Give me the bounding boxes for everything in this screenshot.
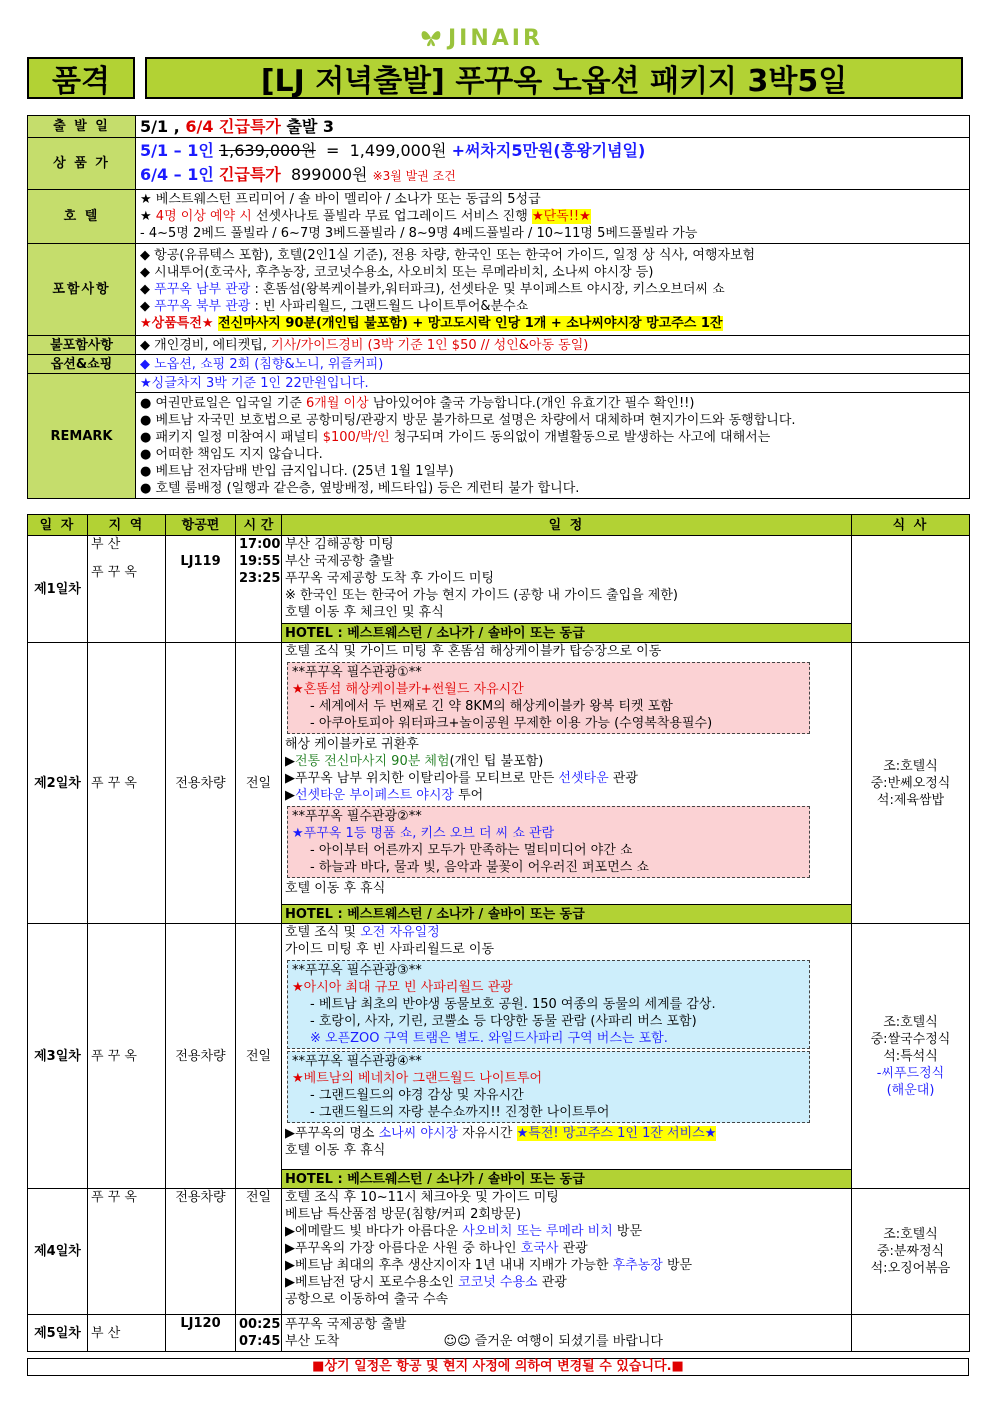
include-line-1: ◆ 항공(유류텍스 포함), 호텔(2인1실 기준), 전용 차량, 한국인 또는 한국어 가이드, 일정 상 식사, 여행자보험 <box>140 248 756 263</box>
remark-1-b: 6개월 이상 <box>306 395 369 411</box>
day2-row <box>28 643 970 905</box>
day1-line-5: 호텔 이동 후 체크인 및 휴식 <box>285 605 444 620</box>
header-plan: 일 정 <box>282 515 852 536</box>
day3-night-c: 자유시간 <box>462 1126 513 1141</box>
day3-box3-line2: - 호랑이, 사자, 기린, 코뿔소 등 다양한 동물 관람 (사파리 버스 포함) <box>310 1014 697 1029</box>
include-line-3 <box>140 281 965 298</box>
day2-time: 전일 <box>236 643 282 924</box>
include-south-tour: 푸꾸옥 남부 관광 <box>154 282 251 297</box>
day2-lunch: 중:반쎄오정식 <box>870 775 951 791</box>
day3-night-market <box>285 1125 848 1142</box>
include-label: 포함사항 <box>28 244 136 336</box>
hotel-upgrade: 선셋사나토 풀빌라 무료 업그레이드 서비스 진행 <box>255 209 528 224</box>
single-charge: ★싱글차지 3박 기준 1인 22만원입니다. <box>136 374 970 393</box>
day5-farewell: ☺☺ 즐거운 여행이 되셨기를 바랍니다 <box>443 1334 663 1349</box>
single-charge-row <box>28 374 970 393</box>
schedule-table <box>27 514 970 1352</box>
day1-label: 제1일차 <box>28 536 88 643</box>
day3-box4-line1: - 그랜드월드의 야경 감상 및 자유시간 <box>310 1088 524 1103</box>
exclude-label: 불포함사항 <box>28 336 136 355</box>
day2-box1-headline: ★혼똠섬 해상케이블카+썬월드 자유시간 <box>292 682 524 697</box>
day4-l4-a: ▶푸꾸옥의 가장 아름다운 사원 중 하나인 <box>285 1241 517 1256</box>
day4-line-3 <box>285 1223 848 1240</box>
day2-region: 푸 꾸 옥 <box>88 643 166 924</box>
schedule-header <box>28 515 970 536</box>
day2-market-name: 선셋타운 부이페스트 야시장 <box>295 788 454 803</box>
remark-3-b: $100/박/인 <box>322 429 390 445</box>
footer-notice: ■상기 일정은 항공 및 현지 사정에 의하여 변경될 수 있습니다.■ <box>27 1358 969 1376</box>
day3-end: 호텔 이동 후 휴식 <box>285 1143 386 1158</box>
day2-intro: 호텔 조식 및 가이드 미팅 후 혼똠섬 해상케이블카 탑승장으로 이동 <box>285 644 662 659</box>
include-row <box>28 244 970 336</box>
exclude-guide-fee: 기사/가이드경비 (3박 기준 1인 $50 // 성인&아동 동일) <box>271 337 589 353</box>
day2-massage <box>285 753 848 770</box>
page-title: [LJ 저녁출발] 푸꾸옥 노옵션 패키지 3박5일 <box>145 57 963 99</box>
remark-3 <box>140 429 965 446</box>
departure-date2: 6/4 <box>185 117 214 136</box>
day4-prison: 코코넛 수용소 <box>458 1275 538 1290</box>
include-bullet-4: ◆ <box>140 299 150 314</box>
day2-box2-title: **푸꾸옥 필수관광②** <box>292 809 422 824</box>
day4-region: 푸 꾸 옥 <box>88 1189 166 1315</box>
day2-market-bullet: ▶ <box>285 788 295 803</box>
day3-dinner-detail: -씨푸드정식 <box>876 1065 945 1081</box>
day2-dinner: 석:제육쌈밥 <box>876 792 945 808</box>
info-table <box>27 115 970 499</box>
include-line-4 <box>140 298 965 315</box>
day1-hotel: HOTEL : 베스트웨스턴 / 소나가 / 솔바이 또는 동급 <box>282 624 852 643</box>
day2-vehicle: 전용차량 <box>166 643 236 924</box>
include-line-2: ◆ 시내투어(호국사, 후추농장, 코코넛수용소, 사오비치 또는 루메라비치, 소나씨 야시장 등) <box>140 265 654 280</box>
jinair-logo <box>420 26 580 50</box>
day3-vehicle: 전용차량 <box>166 924 236 1189</box>
option-row <box>28 355 970 374</box>
exclude-row <box>28 336 970 355</box>
price-new: 1,499,000원 <box>349 141 447 160</box>
day2-market <box>285 787 848 804</box>
hotel-row <box>28 190 970 244</box>
day3-mango-service: ★특전! 망고주스 1인 1잔 서비스★ <box>516 1126 717 1141</box>
day4-l3-a: ▶에메랄드 빛 바다가 아름다운 <box>285 1224 459 1239</box>
day3-tour-box-3 <box>287 960 810 1049</box>
price-date-1: 5/1 – 1인 <box>140 141 214 160</box>
include-bullet-3: ◆ <box>140 282 150 297</box>
day2-massage-note: (개인 팁 불포함) <box>449 754 544 769</box>
day2-sunset <box>285 770 848 787</box>
day4-vehicle: 전용차량 <box>166 1189 236 1315</box>
hotel-star: ★ <box>140 209 152 224</box>
day3-tour-box-4 <box>287 1051 810 1123</box>
day1-line-1: 부산 김해공항 미팅 <box>285 537 394 552</box>
day5-meal <box>852 1315 970 1352</box>
day5-time-2: 07:45 <box>239 1334 281 1349</box>
day2-box1-line1: - 세계에서 두 번째로 긴 약 8KM의 해상케이블카 왕복 티켓 포함 <box>310 699 673 714</box>
day1-time-2: 19:55 <box>239 554 281 569</box>
day3-box3-title: **푸꾸옥 필수관광③** <box>292 963 422 978</box>
day3-row <box>28 924 970 1170</box>
day1-region-2: 푸 꾸 옥 <box>91 565 137 580</box>
departure-date1: 5/1 , <box>140 117 180 136</box>
day3-label: 제3일차 <box>28 924 88 1189</box>
day3-box3-line1: - 베트남 최초의 반야생 동물보호 공원. 150 여종의 동물의 세계를 감상. <box>310 997 716 1012</box>
remark-3-a: ● 패키지 일정 미참여시 패널티 <box>140 429 319 445</box>
remark-2: ● 베트남 자국민 보호법으로 공항미팅/관광지 방문 불가하므로 설명은 차량에서 대체하며 현지가이드와 동행합니다. <box>140 412 796 428</box>
remark-label: REMARK <box>28 374 136 499</box>
include-south-detail: : 혼똠섬(왕복케이블카,워터파크), 선셋타운 및 부이페스트 야시장, 키스오브더씨 쇼 <box>254 282 725 297</box>
day3-intro-1 <box>285 924 848 941</box>
day1-line-4: ※ 한국인 또는 한국어 가능 현지 가이드 (공항 내 가이드 출입을 제한) <box>285 588 679 603</box>
price-special-value: 899000원 <box>290 165 368 184</box>
day2-breakfast: 조:호텔식 <box>883 758 938 774</box>
day3-intro-2: 가이드 미팅 후 빈 사파리월드로 이동 <box>285 942 495 957</box>
departure-label: 출 발 일 <box>28 116 136 138</box>
day3-time: 전일 <box>236 924 282 1189</box>
day2-return: 해상 케이블카로 귀환후 <box>285 737 419 752</box>
day1-line-3: 푸꾸옥 국제공항 도착 후 가이드 미팅 <box>285 571 495 586</box>
day4-pepper-farm: 후추농장 <box>612 1258 663 1273</box>
day2-massage-title: 전통 전신마사지 90분 체험 <box>295 754 450 769</box>
day4-line-1: 호텔 조식 후 10~11시 체크아웃 및 가이드 미팅 <box>285 1190 559 1205</box>
day4-line-2: 베트남 특산품점 방문(침향/커피 2회방문) <box>285 1207 522 1222</box>
day4-beach: 사오비치 또는 루메라 비치 <box>462 1224 613 1239</box>
remark-4: ● 어떠한 책임도 지지 않습니다. <box>140 446 323 462</box>
day4-label: 제4일차 <box>28 1189 88 1315</box>
hotel-line-2 <box>140 208 965 225</box>
day2-box2-headline: ★푸꾸옥 1등 명품 쇼, 키스 오브 더 씨 쇼 관람 <box>292 826 555 841</box>
day4-line-4 <box>285 1240 848 1257</box>
price-eq: = <box>326 141 340 160</box>
day5-line-1: 푸꾸옥 국제공항 출발 <box>285 1317 407 1332</box>
day1-time-3: 23:25 <box>239 571 281 586</box>
day2-hotel: HOTEL : 베스트웨스턴 / 소나가 / 솔바이 또는 동급 <box>282 905 852 924</box>
day4-time: 전일 <box>236 1189 282 1315</box>
remark-1 <box>140 395 965 412</box>
day3-box4-headline: ★베트남의 베네치아 그랜드월드 나이트투어 <box>292 1071 543 1086</box>
day2-tour-box-2 <box>287 806 810 878</box>
day4-l6-a: ▶베트남전 당시 포로수용소인 <box>285 1275 454 1290</box>
option-text: ◆ 노옵션, 쇼핑 2회 (침향&노니, 위즐커피) <box>136 355 970 374</box>
day3-night-a: ▶푸꾸옥의 명소 <box>285 1126 375 1141</box>
day4-temple: 호국사 <box>520 1241 559 1256</box>
day2-sunset-c: 관광 <box>612 771 638 786</box>
hotel-line-3: - 4~5명 2베드 풀빌라 / 6~7명 3베드풀빌라 / 8~9명 4베드풀빌라 / 10~11명 5베드풀빌라 가능 <box>140 226 698 241</box>
hotel-label: 호 텔 <box>28 190 136 244</box>
day4-line-6 <box>285 1274 848 1291</box>
hotel-condition: 4명 이상 예약 시 <box>155 209 252 224</box>
include-line-5 <box>140 315 965 332</box>
butterfly-icon <box>420 28 442 48</box>
day1-flight: LJ119 <box>166 536 236 643</box>
day1-meal <box>852 536 970 643</box>
departure-rest: 출발 3 <box>286 117 335 136</box>
day4-l3-c: 방문 <box>616 1224 643 1239</box>
day3-box3-headline: ★아시아 최대 규모 빈 사파리월드 관광 <box>292 980 513 995</box>
hotel-exclusive: ★단독!!★ <box>531 209 591 224</box>
price-note: ※3월 발권 조건 <box>372 169 456 183</box>
day3-box4-line2: - 그랜드월드의 자랑 분수쇼까지!! 진정한 나이트투어 <box>310 1105 610 1120</box>
day4-line-7: 공항으로 이동하여 출국 수속 <box>285 1292 449 1307</box>
day4-l5-a: ▶베트남 최대의 후추 생산지이자 1년 내내 지배가 가능한 <box>285 1258 609 1273</box>
day2-box1-line2: - 아쿠아토피아 워터파크+놀이공원 무제한 이용 가능 (수영복착용필수) <box>310 716 713 731</box>
day4-row <box>28 1189 970 1315</box>
day3-intro-1-a: 호텔 조식 및 <box>285 925 357 940</box>
price-date-2: 6/4 – 1인 <box>140 165 214 184</box>
header-time: 시 간 <box>236 515 282 536</box>
day3-dinner-place: (해운대) <box>886 1082 935 1098</box>
day3-night-market-name: 소나씨 야시장 <box>378 1126 459 1141</box>
price-line-1 <box>140 139 965 163</box>
day3-hotel: HOTEL : 베스트웨스턴 / 소나가 / 솔바이 또는 동급 <box>282 1170 852 1189</box>
day2-end: 호텔 이동 후 휴식 <box>285 881 386 896</box>
price-label: 상 품 가 <box>28 138 136 190</box>
price-old: 1,639,000원 <box>218 141 316 160</box>
departure-special: 긴급특가 <box>219 117 281 136</box>
include-north-tour: 푸꾸옥 북부 관광 <box>154 299 251 314</box>
day3-region: 푸 꾸 옥 <box>88 924 166 1189</box>
header-flight: 항공편 <box>166 515 236 536</box>
day5-arrival: 부산 도착 <box>285 1334 340 1349</box>
header-day: 일 자 <box>28 515 88 536</box>
day3-box4-title: **푸꾸옥 필수관광④** <box>292 1054 422 1069</box>
remark-row <box>28 393 970 499</box>
day2-sunset-town: 선셋타운 <box>558 771 609 786</box>
option-label: 옵션&쇼핑 <box>28 355 136 374</box>
day3-lunch: 중:쌀국수정식 <box>870 1031 951 1047</box>
day2-tour-box-1 <box>287 662 810 734</box>
day2-box2-line2: - 하늘과 바다, 물과 빛, 음악과 불꽃이 어우러진 퍼포먼스 쇼 <box>310 860 649 875</box>
day4-l6-c: 관광 <box>541 1275 567 1290</box>
price-special: 긴급특가 <box>218 165 281 184</box>
price-line-2 <box>140 163 965 188</box>
day2-box2-line1: - 아이부터 어른까지 모두가 만족하는 멀티미디어 야간 쇼 <box>310 843 633 858</box>
header-meal: 식 사 <box>852 515 970 536</box>
price-surcharge: +써차지5만원(흥왕기념일) <box>451 141 646 160</box>
day1-region-1: 부 산 <box>91 537 121 552</box>
day2-box1-title: **푸꾸옥 필수관광①** <box>292 665 422 680</box>
departure-row <box>28 116 970 138</box>
day2-market-c: 투어 <box>458 788 484 803</box>
day5-label: 제5일차 <box>28 1315 88 1352</box>
day4-l5-c: 방문 <box>667 1258 693 1273</box>
day4-l4-c: 관광 <box>562 1241 588 1256</box>
day2-label: 제2일차 <box>28 643 88 924</box>
remark-6: ● 호텔 룸배정 (일행과 같은층, 옆방배정, 베드타입) 등은 게런티 불가 합니다. <box>140 480 580 496</box>
day2-sunset-a: ▶푸꾸옥 남부 위치한 이탈리아를 모티브로 만든 <box>285 771 555 786</box>
grade-label: 품격 <box>27 57 135 99</box>
day5-region: 부 산 <box>88 1315 166 1352</box>
day5-flight: LJ120 <box>166 1315 236 1352</box>
day5-row <box>28 1315 970 1352</box>
remark-1-c: 남아있어야 출국 가능합니다.(개인 유효기간 필수 확인!!) <box>372 395 695 411</box>
day1-line-2: 부산 국제공항 출발 <box>285 554 394 569</box>
day3-breakfast: 조:호텔식 <box>883 1014 938 1030</box>
day1-time-1: 17:00 <box>239 537 281 552</box>
include-special-label: ★상품특전★ <box>140 316 214 331</box>
include-north-detail: : 빈 사파리월드, 그랜드월드 나이트투어&분수쇼 <box>254 299 529 314</box>
price-row <box>28 138 970 190</box>
day5-time-1: 00:25 <box>239 1317 281 1332</box>
day2-massage-bullet: ▶ <box>285 754 295 769</box>
remark-5: ● 베트남 전자담배 반입 금지입니다. (25년 1월 1일부) <box>140 463 454 479</box>
include-special-detail: 전신마사지 90분(개인팁 불포함) + 망고도시락 인당 1개 + 소나씨야시장 망고주스 1잔 <box>218 316 723 331</box>
day3-free-time: 오전 자유일정 <box>360 925 440 940</box>
exclude-personal: ◆ 개인경비, 에티켓팁, <box>140 337 267 353</box>
remark-1-a: ● 여권만료일은 입국일 기준 <box>140 395 302 411</box>
day4-line-5 <box>285 1257 848 1274</box>
logo-wordmark: JINAIR <box>448 25 543 51</box>
day4-breakfast: 조:호텔식 <box>883 1227 938 1242</box>
day3-dinner: 석:특석식 <box>883 1048 938 1064</box>
remark-3-c: 청구되며 가이드 동의없이 개별활동으로 발생하는 사고에 대해서는 <box>393 429 771 445</box>
day4-dinner: 석:오징어볶음 <box>870 1261 951 1276</box>
day1-row <box>28 536 970 624</box>
header-region: 지 역 <box>88 515 166 536</box>
day3-box3-line3: ※ 오픈ZOO 구역 트램은 별도. 와일드사파리 구역 버스는 포함. <box>310 1031 668 1046</box>
day5-line-2 <box>285 1333 848 1350</box>
hotel-line-1: ★ 베스트웨스턴 프리미어 / 솔 바이 멜리아 / 소나가 또는 동급의 5성급 <box>140 192 541 207</box>
day4-lunch: 중:분짜정식 <box>876 1244 945 1259</box>
